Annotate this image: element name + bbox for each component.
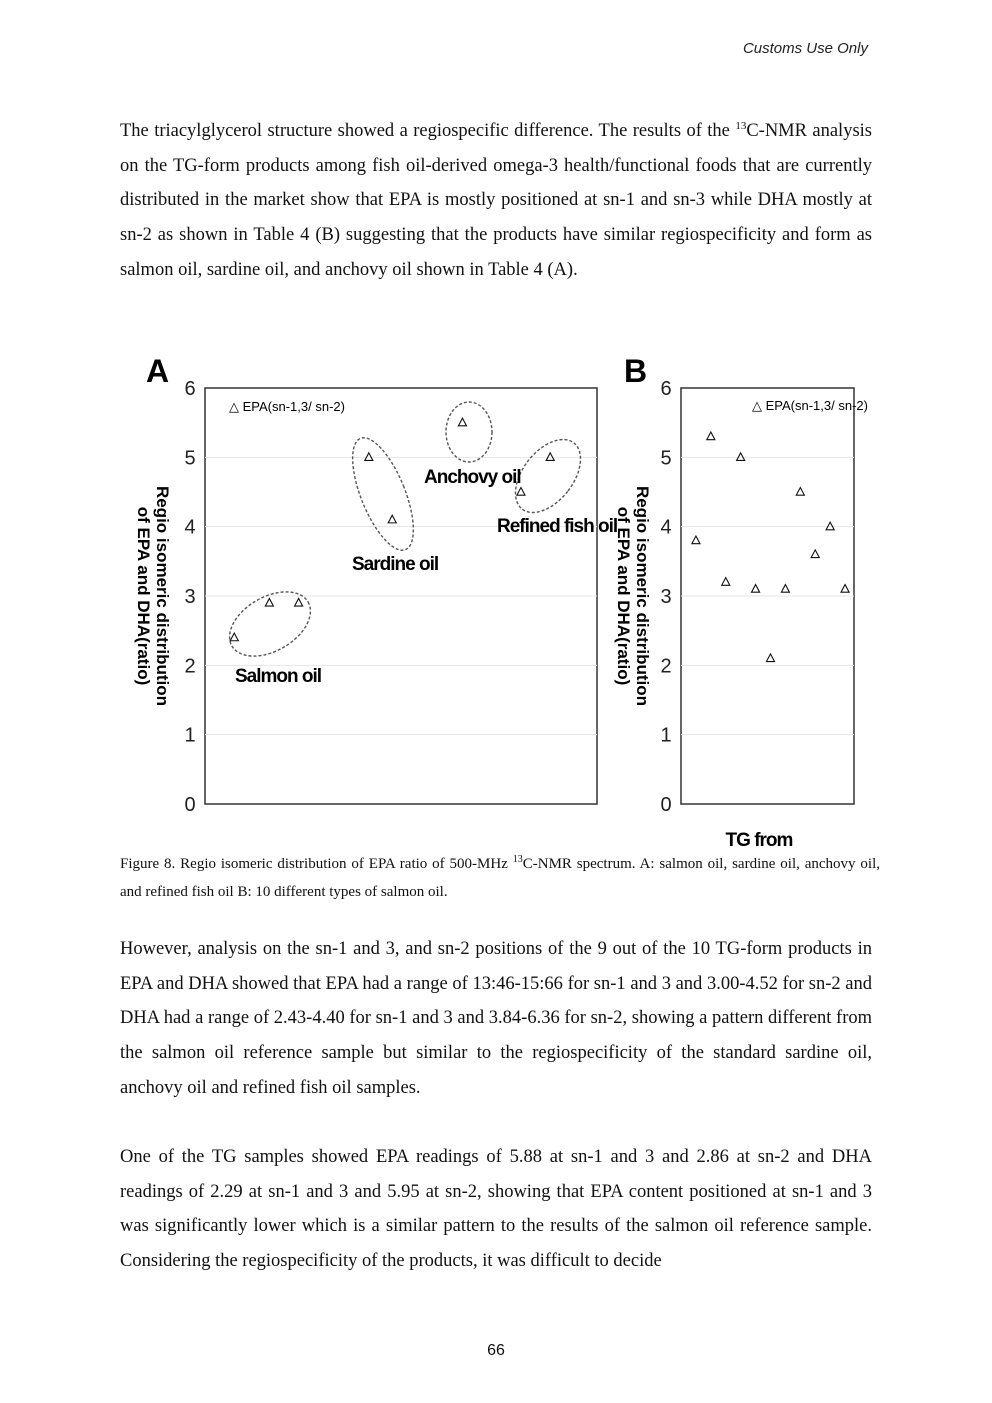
y-tick-label: 3	[660, 586, 672, 608]
group-label-salmon: Salmon oil	[235, 666, 322, 687]
figure-caption: Figure 8. Regio isomeric distribution of EPA ratio of 500-MHz $^{13}$C-NMR spectrum. A: salmon oil, sardine oil, anchovy oil, and refined fish oil B: 10 different types of salmon oil.	[120, 854, 881, 900]
y-axis-label-b	[614, 486, 652, 706]
y-tick-label: 2	[660, 655, 672, 678]
y-axis-label-a	[134, 486, 172, 706]
y-tick-label: 1	[660, 724, 672, 747]
y-tick-label: 3	[184, 586, 196, 608]
group-label-anchovy: Anchovy oil	[424, 467, 521, 488]
y-tick-label: 4	[660, 516, 672, 539]
panel-label-a: A	[146, 353, 170, 389]
panel-b	[614, 353, 868, 850]
y-tick-label: 0	[660, 794, 672, 816]
y-axis-label-b-line2: of EPA and DHA(ratio)	[614, 506, 633, 686]
y-axis-label-b-line1: Regio isomeric distribution	[633, 485, 652, 707]
y-tick-label: 1	[184, 724, 196, 747]
y-tick-label: 4	[184, 516, 196, 539]
y-tick-label: 5	[184, 447, 196, 470]
y-tick-label: 6	[660, 378, 672, 400]
page-number: 66	[487, 1342, 505, 1359]
y-axis-label-a-line1: Regio isomeric distribution	[153, 485, 172, 707]
y-tick-label: 6	[184, 378, 196, 400]
y-tick-label: 2	[184, 655, 196, 678]
figure-8	[0, 340, 992, 850]
legend-a: △ EPA(sn-1,3/ sn-2)	[229, 399, 345, 414]
y-axis-label-a-line2: of EPA and DHA(ratio)	[134, 506, 153, 686]
group-label-refined: Refined fish oil	[497, 516, 618, 537]
paragraph-analysis: However, analysis on the sn-1 and 3, and sn-2 positions of the 9 out of the 10 TG-form products in EPA and DHA showed that EPA had a range of 13:46-15:66 for sn-1 and 3 and 3.00-4.52 for sn-2 and DHA had a range of 2.43-4.40 for sn-1 and 3 and 3.84-6.36 for sn-2, showing a pattern different from the salmon oil reference sample but similar to the regiospecificity of the standard sardine oil, anchovy oil and refined fish oil samples.	[120, 939, 872, 1098]
y-tick-label: 0	[184, 794, 196, 816]
paragraph-tg-sample: One of the TG samples showed EPA readings of 5.88 at sn-1 and 3 and 2.86 at sn-2 and DHA readings of 2.29 at sn-1 and 3 and 5.95 at sn-2, showing that EPA content positioned at sn-1 and 3 was significantly lower which is a similar pattern to the results of the salmon oil reference sample. Considering the regiospecificity of the products, it was difficult to decide	[120, 1147, 872, 1272]
y-tick-label: 5	[660, 447, 672, 470]
x-axis-label-b: TG from	[725, 830, 793, 850]
group-label-sardine: Sardine oil	[352, 554, 439, 575]
running-header: Customs Use Only	[742, 40, 868, 57]
panel-label-b: B	[624, 353, 648, 389]
paragraph-intro: The triacylglycerol structure showed a regiospecific difference. The results of the $^{13}$C-NMR analysis on the TG-form products among fish oil-derived omega-3 health/functional foods that are currently distributed in the market show that EPA is mostly positioned at sn-1 and sn-3 while DHA mostly at sn-2 as shown in Table 4 (B) suggesting that the products have similar regiospecificity and form as salmon oil, sardine oil, and anchovy oil shown in Table 4 (A).	[120, 119, 872, 280]
panel-a	[134, 353, 617, 816]
legend-b: △ EPA(sn-1,3/ sn-2)	[752, 398, 868, 413]
